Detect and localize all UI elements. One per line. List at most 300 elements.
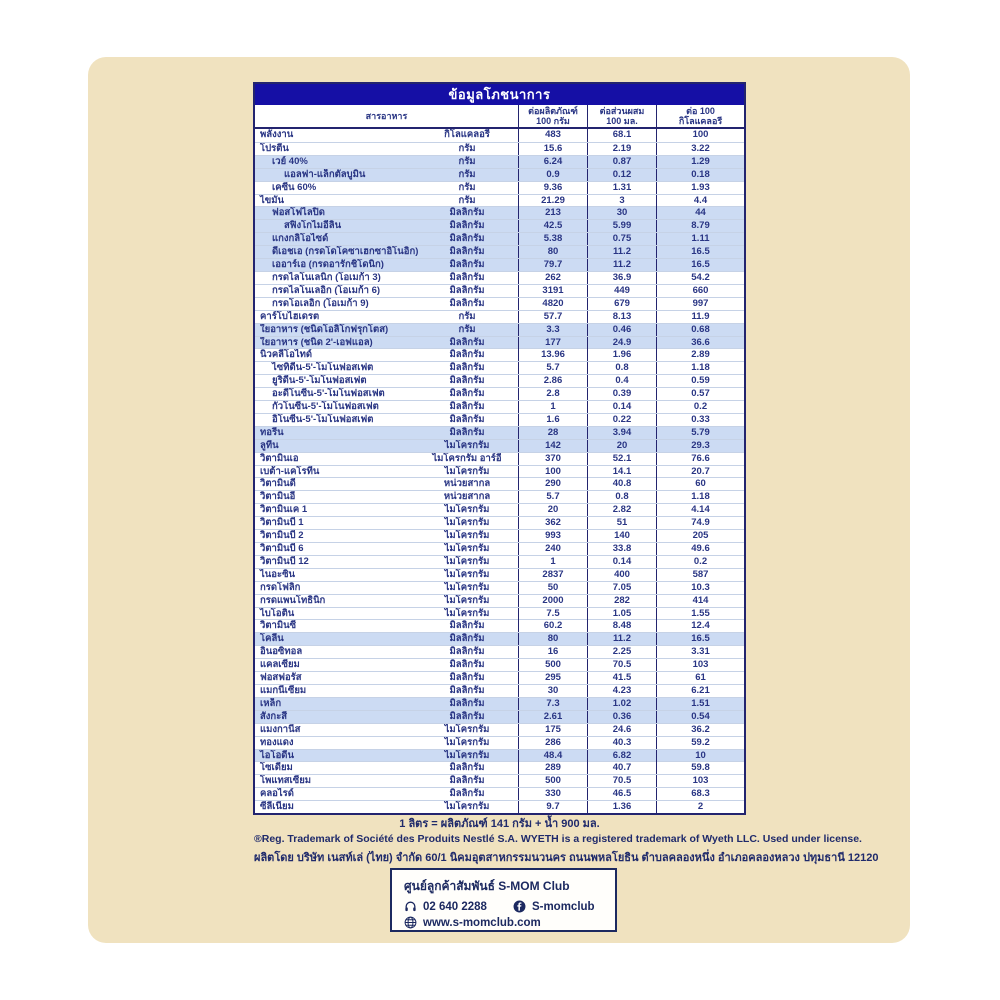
value-per-mix: 0.14 [587,401,656,413]
nutrient-cell [255,427,518,439]
table-row [255,684,744,697]
nutrient-unit: มิลลิกรัม [449,362,485,374]
nutrient-name: ไซทิดีน-5'-โมโนฟอสเฟต [272,362,374,374]
value-per-100kcal: 60 [656,478,744,490]
value-per-mix: 0.46 [587,324,656,336]
column-header-per-mix-line1: ต่อส่วนผสม [599,106,645,116]
nutrient-name: วิตามินเอ [260,452,299,464]
value-per-100kcal: 414 [656,595,744,607]
value-per-product: 2.86 [518,375,587,387]
nutrient-name: ฟอสฟอรัส [260,672,302,684]
nutrient-name: ทอรีน [260,426,284,438]
table-row [255,361,744,374]
value-per-mix: 36.9 [587,272,656,284]
table-row [255,387,744,400]
nutrient-unit: ไมโครกรัม [444,555,490,567]
nutrient-cell [255,672,518,684]
nutrition-table [253,82,746,815]
nutrient-name: เบต้า-แคโรทีน [260,465,320,477]
value-per-mix: 30 [587,207,656,219]
table-row [255,219,744,232]
nutrient-name: คาร์โบไฮเดรต [260,310,320,322]
value-per-100kcal: 12.4 [656,620,744,632]
value-per-product: 80 [518,246,587,258]
nutrient-cell [255,569,518,581]
value-per-100kcal: 2 [656,801,744,813]
nutrient-cell [255,491,518,503]
nutrient-cell [255,517,518,529]
nutrient-name: วิตามินบี 2 [260,530,304,542]
column-header-per-100kcal [656,105,744,127]
nutrient-unit: ไมโครกรัม [444,504,490,516]
value-per-product: 500 [518,659,587,671]
nutrient-unit: มิลลิกรัม [449,259,485,271]
nutrient-unit: มิลลิกรัม [449,233,485,245]
value-per-mix: 4.23 [587,685,656,697]
nutrient-unit: มิลลิกรัม [449,271,485,283]
table-row [255,516,744,529]
nutrient-cell [255,375,518,387]
value-per-100kcal: 103 [656,659,744,671]
table-row [255,206,744,219]
value-per-mix: 8.13 [587,311,656,323]
value-per-100kcal: 36.2 [656,724,744,736]
value-per-mix: 0.36 [587,711,656,723]
table-header-row [255,105,744,129]
nutrient-name: แมกนีเซียม [260,684,307,696]
table-row [255,542,744,555]
nutrient-unit: มิลลิกรัม [449,336,485,348]
table-row [255,194,744,207]
nutrient-name: กรดโฟลิก [260,581,301,593]
value-per-mix: 11.2 [587,633,656,645]
nutrient-cell [255,556,518,568]
facebook-icon [513,900,526,913]
table-row [255,619,744,632]
table-row [255,465,744,478]
nutrient-unit: ไมโครกรัม [444,543,490,554]
nutrient-name: กรดไลโนเลนิก (โอเมก้า 3) [272,271,381,283]
nutrient-name: โซเดียม [260,762,293,774]
value-per-product: 2.61 [518,711,587,723]
nutrient-unit: มิลลิกรัม [449,413,485,425]
value-per-100kcal: 205 [656,530,744,542]
table-row [255,658,744,671]
nutrient-unit: ไมโครกรัม [444,723,490,735]
nutrient-name: ทองแดง [260,736,294,748]
nutrient-cell [255,156,518,168]
value-per-product: 262 [518,272,587,284]
table-row [255,568,744,581]
nutrient-unit: กรัม [458,155,476,167]
value-per-mix: 3 [587,195,656,207]
table-row [255,245,744,258]
table-row [255,594,744,607]
table-row [255,348,744,361]
value-per-mix: 0.87 [587,156,656,168]
trademark-notice: ®Reg. Trademark of Société des Produits Nestlé S.A. WYETH is a registered trademark of Wyeth LLC. Used under license. [254,833,862,845]
table-row [255,181,744,194]
value-per-product: 370 [518,453,587,465]
nutrient-unit: มิลลิกรัม [449,375,485,387]
value-per-product: 3191 [518,285,587,297]
table-row [255,581,744,594]
nutrient-unit: ไมโครกรัม [444,607,490,619]
contact-phone-row [404,900,605,913]
table-row [255,749,744,762]
value-per-mix: 70.5 [587,659,656,671]
nutrient-unit: กิโลแคลอรี [444,129,490,141]
value-per-100kcal: 54.2 [656,272,744,284]
nutrient-unit: มิลลิกรัม [449,762,485,774]
nutrient-unit: มิลลิกรัม [449,284,485,296]
contact-website-row [404,916,605,929]
nutrient-name: คลอไรด์ [260,788,294,800]
value-per-product: 80 [518,633,587,645]
table-row [255,142,744,155]
value-per-100kcal: 59.8 [656,762,744,774]
value-per-product: 50 [518,582,587,594]
value-per-product: 2837 [518,569,587,581]
nutrient-name: นิวคลีโอไทด์ [260,349,313,361]
value-per-mix: 7.05 [587,582,656,594]
nutrient-name: ใยอาหาร (ชนิดโอลิโกฟรุกโตส) [260,323,389,335]
table-row [255,284,744,297]
value-per-product: 16 [518,646,587,658]
nutrient-name: ยูริดีน-5'-โมโนฟอสเฟต [272,375,367,387]
table-row [255,323,744,336]
table-row [255,671,744,684]
table-row [255,800,744,813]
nutrient-name: วิตามินดี [260,478,296,490]
nutrient-unit: ไมโครกรัม [444,594,490,606]
value-per-product: 175 [518,724,587,736]
column-header-nutrient-label: สารอาหาร [365,111,408,121]
value-per-100kcal: 68.3 [656,788,744,800]
value-per-product: 290 [518,478,587,490]
nutrient-name: โปรตีน [260,142,289,154]
column-header-per-mix [587,105,656,127]
value-per-100kcal: 587 [656,569,744,581]
value-per-100kcal: 1.18 [656,362,744,374]
nutrient-cell [255,646,518,658]
value-per-100kcal: 0.33 [656,414,744,426]
value-per-product: 177 [518,337,587,349]
nutrient-unit: มิลลิกรัม [449,207,485,219]
table-row [255,439,744,452]
nutrient-cell [255,207,518,219]
column-header-per-mix-line2: 100 มล. [606,116,638,126]
value-per-100kcal: 16.5 [656,259,744,271]
nutrient-cell [255,775,518,787]
table-row [255,787,744,800]
value-per-100kcal: 20.7 [656,466,744,478]
nutrient-name: กรดไลโนเลอิก (โอเมก้า 6) [272,284,381,296]
value-per-mix: 14.1 [587,466,656,478]
nutrient-cell [255,582,518,594]
value-per-mix: 1.96 [587,349,656,361]
table-row [255,129,744,142]
value-per-product: 500 [518,775,587,787]
nutrient-name: สังกะสี [260,710,288,722]
nutrient-name: อะดีโนซีน-5'-โมโนฟอสเฟต [272,388,385,400]
value-per-mix: 24.9 [587,337,656,349]
nutrient-cell [255,801,518,813]
table-row [255,297,744,310]
table-row [255,413,744,426]
table-row [255,310,744,323]
column-header-per-product-line1: ต่อผลิตภัณฑ์ [528,106,578,116]
nutrient-unit: ไมโครกรัม [444,530,490,542]
nutrition-table-title: ข้อมูลโภชนาการ [255,84,744,105]
value-per-product: 21.29 [518,195,587,207]
value-per-100kcal: 76.6 [656,453,744,465]
value-per-mix: 2.19 [587,143,656,155]
value-per-product: 79.7 [518,259,587,271]
nutrient-cell [255,595,518,607]
value-per-mix: 140 [587,530,656,542]
value-per-mix: 0.14 [587,556,656,568]
nutrient-cell [255,659,518,671]
nutrient-unit: มิลลิกรัม [449,349,485,361]
value-per-mix: 2.25 [587,646,656,658]
nutrient-cell [255,762,518,774]
value-per-100kcal: 59.2 [656,737,744,749]
value-per-100kcal: 2.89 [656,349,744,361]
value-per-product: 295 [518,672,587,684]
nutrient-cell [255,324,518,336]
nutrient-cell [255,504,518,516]
nutrient-unit: มิลลิกรัม [449,426,485,438]
table-row [255,607,744,620]
nutrient-cell [255,401,518,413]
value-per-100kcal: 1.29 [656,156,744,168]
table-row [255,155,744,168]
value-per-mix: 40.3 [587,737,656,749]
table-body [255,129,744,813]
value-per-product: 13.96 [518,349,587,361]
value-per-100kcal: 36.6 [656,337,744,349]
nutrient-cell [255,724,518,736]
value-per-product: 1.6 [518,414,587,426]
value-per-100kcal: 29.3 [656,440,744,452]
nutrient-name: โพแทสเซียม [260,775,312,787]
nutrient-cell [255,620,518,632]
nutrient-name: เคซีน 60% [272,181,317,193]
nutrient-cell [255,233,518,245]
nutrient-unit: กรัม [458,181,476,193]
nutrient-name: โคลีน [260,633,284,645]
value-per-product: 1 [518,401,587,413]
nutrient-cell [255,737,518,749]
nutrient-cell [255,608,518,620]
nutrient-name: แกงกลิโอไซด์ [272,233,329,245]
value-per-mix: 0.8 [587,491,656,503]
nutrient-unit: ไมโครกรัม [444,736,490,748]
table-row [255,271,744,284]
value-per-mix: 41.5 [587,672,656,684]
value-per-product: 5.7 [518,362,587,374]
value-per-100kcal: 6.21 [656,685,744,697]
nutrient-cell [255,414,518,426]
value-per-100kcal: 1.93 [656,182,744,194]
nutrient-unit: มิลลิกรัม [449,220,485,232]
value-per-100kcal: 3.22 [656,143,744,155]
nutrient-name: กัวโนซีน-5'-โมโนฟอสเฟต [272,401,379,413]
value-per-100kcal: 103 [656,775,744,787]
table-row [255,168,744,181]
value-per-mix: 11.2 [587,246,656,258]
nutrient-unit: ไมโครกรัม [444,568,490,580]
value-per-mix: 3.94 [587,427,656,439]
nutrient-name: ไขมัน [260,194,285,206]
nutrient-name: เออาร์เอ (กรดอารักชิโดนิก) [272,259,384,271]
nutrient-name: ไบโอติน [260,607,295,619]
contact-phone: 02 640 2288 [423,900,487,913]
value-per-100kcal: 0.2 [656,401,744,413]
nutrient-cell [255,530,518,542]
value-per-mix: 679 [587,298,656,310]
nutrient-name: วิตามินบี 6 [260,543,304,554]
nutrient-unit: กรัม [458,142,476,154]
nutrient-name: แมงกานีส [260,723,301,735]
value-per-100kcal: 0.2 [656,556,744,568]
value-per-100kcal: 10.3 [656,582,744,594]
value-per-mix: 1.05 [587,608,656,620]
nutrient-name: กรดแพนโทธินิก [260,594,326,606]
nutrient-unit: มิลลิกรัม [449,697,485,709]
nutrient-unit: กรัม [458,168,476,180]
value-per-100kcal: 16.5 [656,633,744,645]
value-per-mix: 51 [587,517,656,529]
value-per-product: 42.5 [518,220,587,232]
nutrient-cell [255,711,518,723]
value-per-mix: 40.8 [587,478,656,490]
value-per-product: 5.38 [518,233,587,245]
value-per-mix: 1.02 [587,698,656,710]
nutrient-name: ใยอาหาร (ชนิด 2'-เอฟแอล) [260,336,373,348]
value-per-product: 1 [518,556,587,568]
value-per-product: 142 [518,440,587,452]
value-per-100kcal: 0.54 [656,711,744,723]
table-row [255,761,744,774]
nutrient-cell [255,478,518,490]
nutrient-unit: ไมโครกรัม [444,517,490,529]
nutrient-cell [255,220,518,232]
nutrient-cell [255,195,518,207]
nutrient-name: ดีเอชเอ (กรดโดโคซาเฮกซาอิโนอิก) [272,246,419,258]
value-per-product: 2.8 [518,388,587,400]
packaging-card [88,57,910,943]
nutrient-cell [255,362,518,374]
nutrient-unit: มิลลิกรัม [449,297,485,309]
value-per-product: 289 [518,762,587,774]
value-per-product: 213 [518,207,587,219]
nutrient-name: วิตามินบี 1 [260,517,304,529]
value-per-100kcal: 0.59 [656,375,744,387]
value-per-mix: 0.75 [587,233,656,245]
nutrient-cell [255,453,518,465]
headset-icon [404,900,417,913]
nutrient-name: อินอซิทอล [260,646,303,658]
nutrient-name: ซีลีเนียม [260,801,294,813]
nutrient-cell [255,143,518,155]
nutrient-cell [255,311,518,323]
value-per-product: 362 [518,517,587,529]
value-per-100kcal: 1.11 [656,233,744,245]
value-per-100kcal: 0.57 [656,388,744,400]
nutrient-cell [255,750,518,762]
value-per-mix: 0.22 [587,414,656,426]
nutrient-unit: มิลลิกรัม [449,401,485,413]
table-row [255,400,744,413]
nutrient-cell [255,337,518,349]
nutrient-cell [255,129,518,142]
value-per-100kcal: 997 [656,298,744,310]
value-per-product: 20 [518,504,587,516]
table-row [255,529,744,542]
nutrient-unit: ไมโครกรัม [444,801,490,813]
nutrient-cell [255,182,518,194]
value-per-100kcal: 0.68 [656,324,744,336]
nutrient-cell [255,349,518,361]
table-row [255,645,744,658]
nutrient-cell [255,685,518,697]
nutrient-name: วิตามินเค 1 [260,504,308,516]
value-per-product: 60.2 [518,620,587,632]
value-per-product: 28 [518,427,587,439]
value-per-100kcal: 5.79 [656,427,744,439]
table-row [255,452,744,465]
value-per-product: 3.3 [518,324,587,336]
value-per-100kcal: 10 [656,750,744,762]
value-per-product: 9.7 [518,801,587,813]
value-per-mix: 11.2 [587,259,656,271]
value-per-100kcal: 44 [656,207,744,219]
contact-website: www.s-momclub.com [423,916,541,929]
nutrient-name: วิตามินอี [260,491,296,503]
contact-facebook: S-momclub [531,900,595,913]
nutrient-unit: มิลลิกรัม [449,620,485,632]
value-per-product: 286 [518,737,587,749]
nutrient-cell [255,272,518,284]
table-row [255,490,744,503]
table-row [255,258,744,271]
nutrient-name: แคลเซียม [260,659,300,671]
value-per-mix: 33.8 [587,543,656,555]
nutrient-unit: ไมโครกรัม [444,465,490,477]
value-per-product: 7.3 [518,698,587,710]
nutrient-name: ลูทีน [260,439,279,451]
table-row [255,232,744,245]
value-per-product: 483 [518,129,587,142]
value-per-100kcal: 1.51 [656,698,744,710]
nutrient-unit: มิลลิกรัม [449,388,485,400]
nutrient-name: วิตามินซี [260,620,297,632]
nutrient-cell [255,246,518,258]
value-per-product: 0.9 [518,169,587,181]
table-row [255,426,744,439]
value-per-product: 57.7 [518,311,587,323]
nutrient-unit: ไมโครกรัม อาร์อี [432,452,502,464]
value-per-mix: 24.6 [587,724,656,736]
nutrient-unit: มิลลิกรัม [449,633,485,645]
nutrient-unit: มิลลิกรัม [449,684,485,696]
value-per-mix: 2.82 [587,504,656,516]
value-per-mix: 46.5 [587,788,656,800]
value-per-100kcal: 8.79 [656,220,744,232]
value-per-product: 240 [518,543,587,555]
